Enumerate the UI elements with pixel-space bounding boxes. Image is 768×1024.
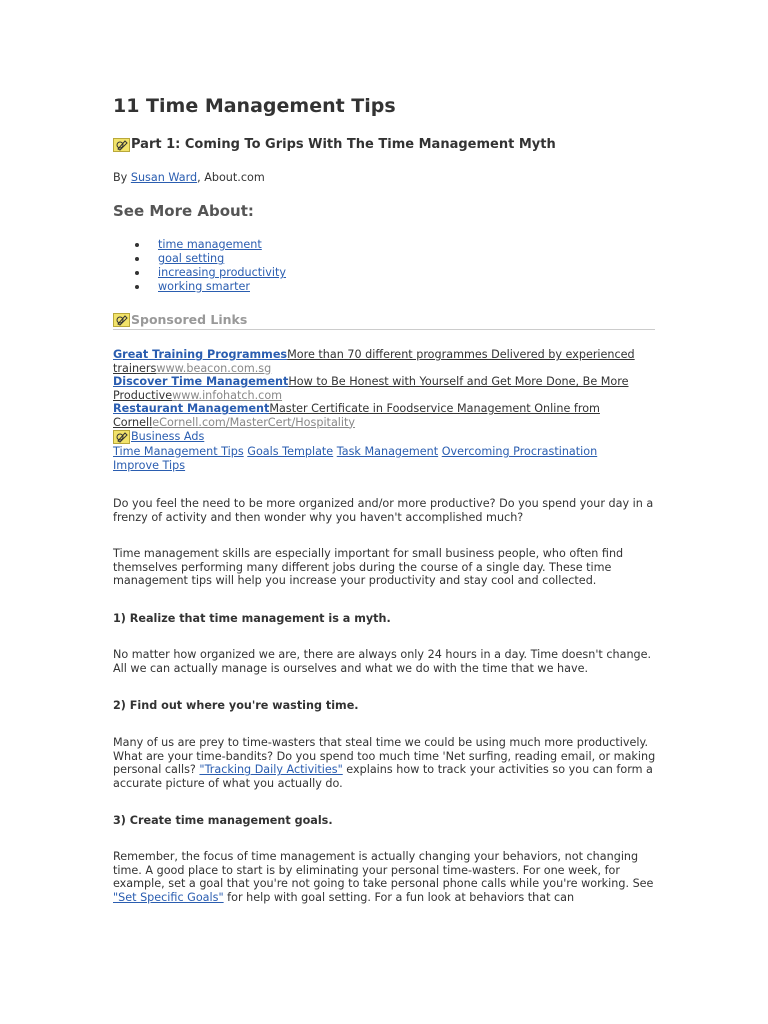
set-specific-goals-link[interactable]: "Set Specific Goals": [113, 890, 224, 904]
tracking-daily-activities-link[interactable]: "Tracking Daily Activities": [199, 763, 343, 776]
pencil-icon: [113, 313, 130, 327]
topic-link-time-management[interactable]: time management: [158, 238, 262, 251]
topic-item: [158, 280, 286, 294]
topic-link-increasing-productivity[interactable]: increasing productivity: [158, 266, 287, 279]
tip-2-text-before: Many of us are prey to time-wasters that steal time we could be using much more productively. What are your time-bandits? Do you spend too much time 'Net surfing, reading email, or making personal calls?: [113, 736, 656, 776]
topics-list: [113, 238, 286, 294]
author-link[interactable]: Susan Ward: [130, 171, 198, 184]
tip-3-text-before: Remember, the focus of time management is actually changing your behaviors, not changing time. A good place to start is by eliminating your personal time-wasters. For one week, for example, set a goal that you're not going to take personal phone calls while you're working. See: [113, 850, 654, 890]
ad-description-cont[interactable]: trainers: [113, 361, 157, 375]
part-title: [113, 136, 556, 154]
ad-item[interactable]: [113, 375, 658, 402]
related-links: [113, 445, 658, 472]
ad-url[interactable]: www.beacon.com.sg: [156, 361, 272, 375]
pencil-icon: [113, 430, 130, 444]
ad-url[interactable]: www.infohatch.com: [172, 388, 283, 402]
tip-2-text-after: explains how to track your activities so you can form a accurate picture of what you actually do.: [113, 763, 653, 790]
tip-1-heading: 1) Realize that time management is a myth.: [113, 612, 391, 625]
related-link-overcoming-procrastination[interactable]: Overcoming Procrastination: [441, 445, 598, 458]
ad-description-cont[interactable]: Cornell: [113, 415, 153, 429]
ad-title[interactable]: Discover Time Management: [113, 375, 289, 388]
tip-2-text: [113, 736, 658, 790]
sponsored-links-label: Sponsored Links: [131, 312, 248, 327]
tip-3-text: [113, 850, 658, 904]
ad-item[interactable]: [113, 402, 658, 429]
pencil-icon: [113, 138, 130, 152]
see-more-heading: See More About:: [113, 202, 254, 220]
ad-item[interactable]: [113, 348, 658, 375]
intro-paragraph-2: Time management skills are especially important for small business people, who often find themselves performing many different jobs during the course of a single day. These time management tips will help you increase your productivity and stay cool and collected.: [113, 547, 624, 587]
ad-title[interactable]: Great Training Programmes: [113, 348, 288, 361]
related-link-time-management-tips[interactable]: Time Management Tips: [113, 445, 244, 458]
topic-item: [158, 238, 286, 252]
intro-paragraph-1: Do you feel the need to be more organized and/or more productive? Do you spend your day in a frenzy of activity and then wonder why you haven't accomplished much?: [113, 497, 654, 524]
related-link-task-management[interactable]: Task Management: [336, 445, 439, 458]
ad-description-cont[interactable]: Productive: [113, 388, 173, 402]
topic-item: [158, 266, 286, 280]
sponsored-links-header: [113, 312, 655, 330]
byline-prefix: By: [113, 171, 131, 184]
byline-suffix: , About.com: [197, 171, 265, 184]
tip-1-text: No matter how organized we are, there are always only 24 hours in a day. Time doesn't change. All we can actually manage is ourselves and what we do with the time that we have.: [113, 648, 652, 675]
related-link-improve-tips[interactable]: Improve Tips: [113, 458, 186, 472]
ads-block: [113, 348, 658, 472]
ad-description[interactable]: Master Certificate in Foodservice Management Online from: [269, 402, 600, 415]
tip-3-heading: 3) Create time management goals.: [113, 814, 333, 827]
business-ads-link[interactable]: Business Ads: [131, 430, 205, 444]
ad-description[interactable]: How to Be Honest with Yourself and Get More Done, Be More: [288, 375, 629, 388]
page-title: 11 Time Management Tips: [113, 95, 396, 117]
topic-item: [158, 252, 286, 266]
business-ads: [113, 429, 658, 445]
ad-url[interactable]: eCornell.com/MasterCert/Hospitality: [152, 415, 356, 429]
topic-link-goal-setting[interactable]: goal setting: [158, 252, 225, 265]
part-title-text: Part 1: Coming To Grips With The Time Management Myth: [131, 137, 556, 152]
byline: [113, 171, 265, 185]
tip-2-heading: 2) Find out where you're wasting time.: [113, 699, 359, 712]
ad-title[interactable]: Restaurant Management: [113, 402, 270, 415]
tip-3-text-after: for help with goal setting. For a fun look at behaviors that can: [223, 890, 575, 904]
related-link-goals-template[interactable]: Goals Template: [247, 445, 334, 458]
ad-description[interactable]: More than 70 different programmes Delivered by experienced: [287, 348, 635, 361]
topic-link-working-smarter[interactable]: working smarter: [158, 280, 250, 293]
